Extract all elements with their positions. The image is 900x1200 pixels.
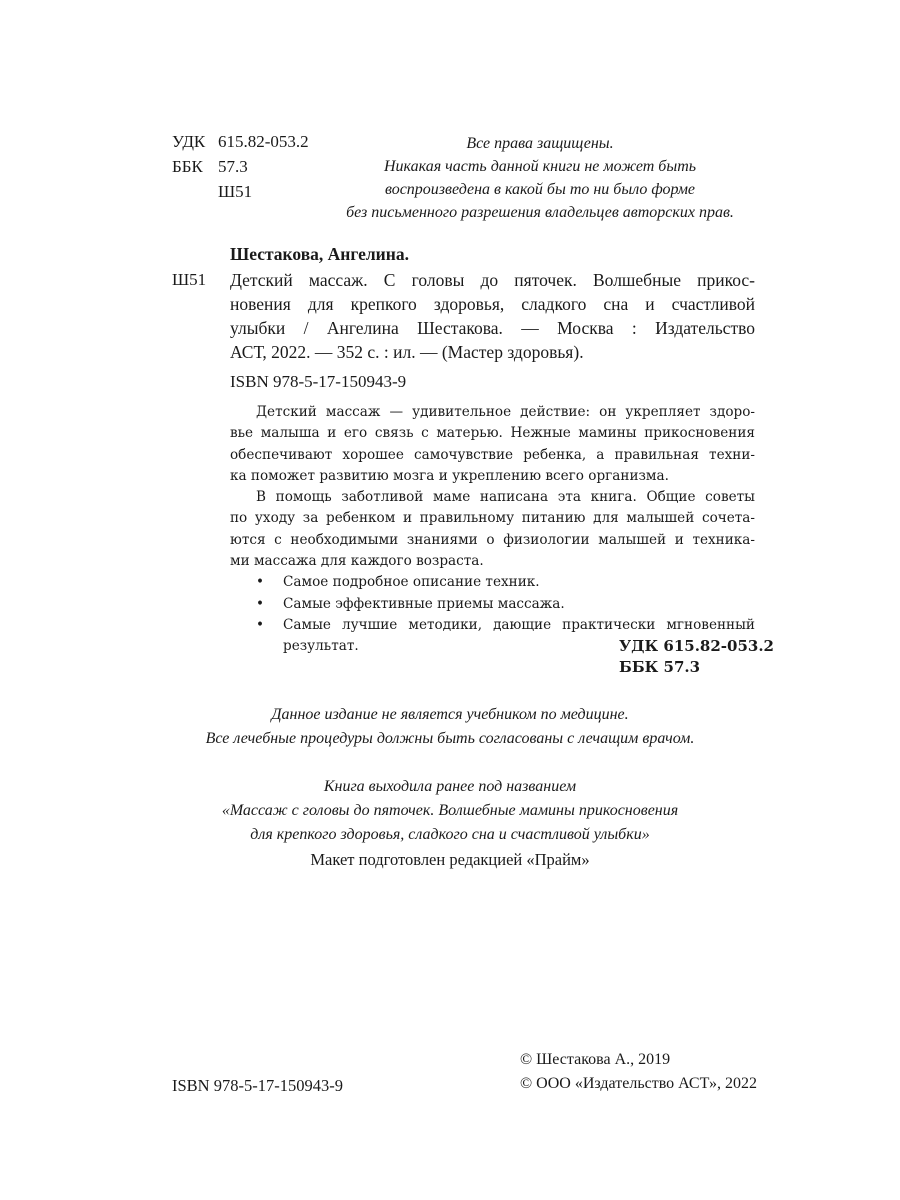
previous-title — [150, 775, 750, 847]
author-mark-row — [172, 181, 252, 203]
bbk-value: 57.3 — [218, 157, 248, 176]
annotation-line: вье малыша и его связь с матерью. Нежные мамины прикосновения — [230, 425, 755, 442]
disclaimer-line: Данное издание не является учебником по медицине. — [271, 706, 629, 723]
bullet-icon: • — [256, 574, 265, 591]
bib-line: улыбки / Ангелина Шестакова. — Москва : Издательство — [230, 318, 755, 338]
author-mark: Ш51 — [218, 182, 253, 201]
bbk-label: ББК — [172, 157, 203, 176]
copyright-line: © ООО «Издательство АСТ», 2022 — [520, 1075, 757, 1092]
bullet-icon: • — [256, 595, 265, 612]
previous-title-line: для крепкого здоровья, сладкого сна и счастливой улыбки» — [250, 826, 650, 843]
layout-credit: Макет подготовлен редакцией «Прайм» — [310, 850, 590, 869]
bottom-isbn: ISBN 978-5-17-150943-9 — [172, 1076, 343, 1095]
rights-line: воспроизведена в какой бы то ни было форме — [384, 181, 696, 198]
medical-disclaimer — [150, 703, 750, 751]
annotation-line: В помощь заботливой маме написана эта книга. Общие советы — [256, 489, 755, 506]
annotation-line: ми массажа для каждого возраста. — [230, 553, 484, 570]
annotation-line: ка поможет развитию мозга и укреплению всего организма. — [230, 467, 669, 484]
rights-notice — [320, 132, 760, 224]
udk-row — [172, 131, 309, 153]
previous-title-line: «Массаж с головы до пяточек. Волшебные мамины прикосновения — [221, 802, 679, 819]
disclaimer-line: Все лечебные процедуры должны быть согласованы с лечащим врачом. — [205, 730, 695, 747]
index-bbk: ББК 57.3 — [619, 658, 701, 676]
copyright-line: © Шестакова А., 2019 — [520, 1051, 671, 1068]
bbk-row — [172, 156, 248, 178]
annotation-line: ются с необходимыми знаниями о физиологии малышей и техника- — [230, 531, 755, 548]
bib-mark: Ш51 — [172, 270, 207, 289]
annotation — [230, 402, 755, 658]
bib-line: АСТ, 2022. — 352 с. : ил. — (Мастер здоровья). — [230, 342, 584, 362]
bib-description — [230, 268, 755, 364]
bib-line: новения для крепкого здоровья, сладкого сна и счастливой — [230, 294, 755, 314]
previous-title-line: Книга выходила ранее под названием — [323, 778, 577, 795]
annotation-line: обеспечивают хорошее самочувствие ребенка, а правильная техни- — [230, 446, 755, 463]
annotation-line: Детский массаж — удивительное действие: он укрепляет здоро- — [256, 404, 755, 420]
index-block — [619, 636, 774, 678]
rights-line: Все права защищены. — [466, 135, 614, 152]
bullet-item: • Самые эффективные приемы массажа. — [230, 594, 755, 615]
bib-isbn: ISBN 978-5-17-150943-9 — [230, 372, 407, 391]
udk-value: 615.82-053.2 — [218, 132, 309, 151]
rights-line: Никакая часть данной книги не может быть — [383, 158, 697, 175]
rights-line: без письменного разрешения владельцев авторских прав. — [346, 204, 734, 221]
bib-author: Шестакова, Ангелина. — [230, 244, 409, 264]
bullet-icon: • — [256, 616, 265, 633]
copyright-block — [520, 1048, 757, 1096]
bullet-item: • Самые лучшие методики, дающие практически мгновенный результат. — [256, 616, 755, 655]
index-udk: УДК 615.82-053.2 — [619, 637, 774, 655]
bullet-item: • Самое подробное описание техник. — [230, 572, 755, 593]
udk-label: УДК — [172, 132, 206, 151]
bib-line: Детский массаж. С головы до пяточек. Волшебные прикос- — [230, 270, 755, 290]
annotation-line: по уходу за ребенком и правильному питанию для малышей сочета- — [230, 510, 755, 527]
